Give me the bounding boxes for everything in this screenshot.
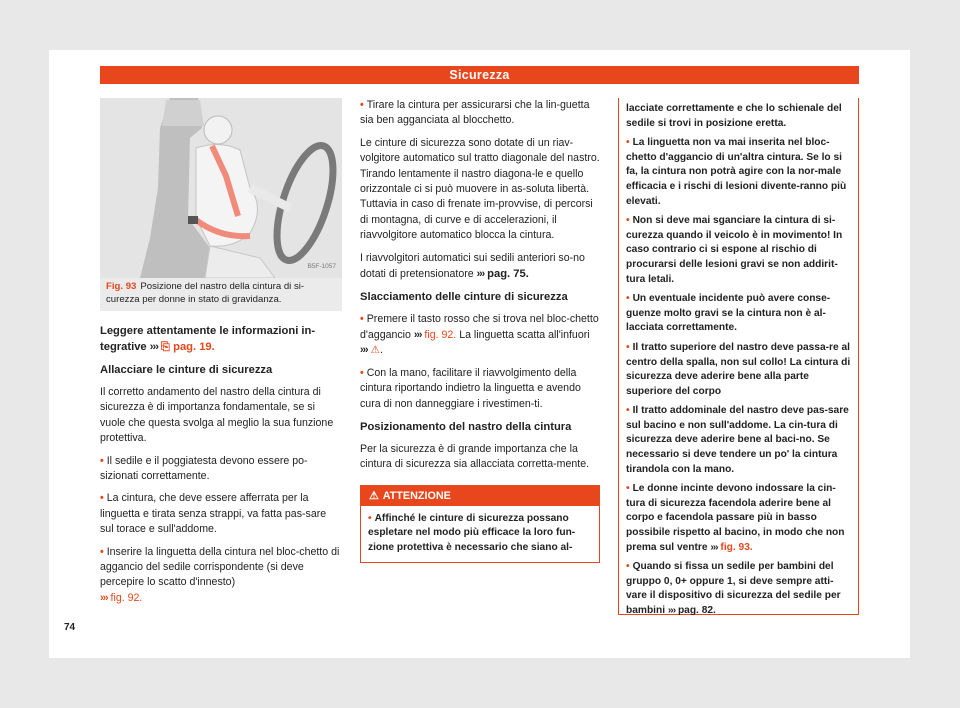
- fig-93-link[interactable]: fig. 93.: [720, 541, 753, 553]
- page-number: 74: [64, 622, 76, 633]
- book-icon: ⎘: [161, 341, 170, 353]
- page-82-link[interactable]: pag. 82.: [677, 605, 716, 616]
- list-item: • Quando si fissa un sedile per bambini del gruppo 0, 0+ oppure 1, si deve sempre atti-vare il dispositivo di sicurezza del sedile per bambini ››› pag. 82.: [626, 561, 841, 616]
- caption-label: Fig. 93: [106, 281, 137, 292]
- section-heading-release: Slacciamento delle cinture di sicurezza: [360, 291, 568, 304]
- bullet-icon: •: [626, 405, 630, 417]
- figure-93: [100, 98, 342, 278]
- warning-text: Affinché le cinture di sicurezza possano espletare nel modo più efficace la loro fun-zione protettiva è necessario che siano al-: [368, 512, 576, 553]
- list-item-text: Il tratto superiore del nastro deve passa-re al centro della spalla, non sul collo! La cintura di sicurezza deve aderire bene alla parte superiore del corpo: [626, 341, 851, 397]
- bullet-icon: •: [360, 313, 364, 326]
- bullet-icon: •: [626, 293, 630, 305]
- caption-text: Posizione del nastro della cintura di si-curezza per donne in stato di gravidanza.: [106, 281, 305, 305]
- intro-page-link[interactable]: pag. 19.: [173, 341, 215, 353]
- list-item: [626, 136, 852, 209]
- fig-92-link[interactable]: fig. 92.: [424, 328, 457, 341]
- list-item-text: Le donne incinte devono indossare la cin-tura di sicurezza facendola aderire bene al corpo e facendola passare più in basso possibile rispetto al bacino, in modo che non prema sul ventre: [626, 483, 845, 553]
- list-item-tail: La linguetta scatta all'infuori: [459, 328, 590, 341]
- bullet-icon: •: [368, 512, 372, 524]
- list-item: [626, 404, 852, 477]
- list-item-text: Il sedile e il poggiatesta devono essere po-sizionati correttamente.: [100, 454, 308, 483]
- bullet-icon: •: [360, 99, 364, 111]
- paragraph-belt-routing: Il corretto andamento del nastro della cintura di sicurezza è di importanza fondamentale, se si vuole che questa svolga al meglio la sua funzione protettiva.: [100, 386, 334, 445]
- pregnant-seatbelt-illustration: [100, 98, 342, 278]
- list-item: • Inserire la linguetta della cintura nel bloc-chetto di aggancio del sedile corrispondente (si deve percepire lo scatto d'innesto) ››› fig. 92.: [100, 545, 340, 604]
- section-heading-positioning: Posizionamento del nastro della cintura: [360, 420, 572, 433]
- figure-caption: [100, 278, 342, 311]
- column-1: [100, 98, 342, 613]
- list-item: [626, 341, 852, 399]
- paragraph-retractor: Le cinture di sicurezza sono dotate di un riav-volgitore automatico sul tratto diagonale del nastro. Tirando lentamente il nastro diagona-le e quello orizzontale ci si può muovere in as-soluta libertà. Tuttavia in caso di frenate im-provvise, di percorsi di montagna, di curve e di accelerazioni, il riavvolgitore automatico blocca la cintura.: [360, 136, 600, 242]
- figure-code: B5F-1057: [307, 262, 336, 270]
- section-header: Sicurezza: [100, 66, 859, 84]
- warning-body: [361, 506, 599, 562]
- warning-lead: lacciate correttamente e che lo schienale del sedile si trovi in posizione eretta.: [626, 103, 842, 129]
- list-item-text: La cintura, che deve essere afferrata per la linguetta e tirata senza strappi, va fatta pas-sare sul torace e sull'addome.: [100, 492, 327, 536]
- list-item: [626, 292, 852, 336]
- list-item: [360, 98, 600, 129]
- bullet-icon: •: [360, 366, 364, 379]
- list-item-text: La linguetta non va mai inserita nel bloc-chetto d'aggancio di un'altra cintura. Se lo si fa, la cintura non potrà agire con la nor-male efficacia e i rischi di lesioni divente-ranno più elevati.: [626, 137, 847, 207]
- list-item: • Le donne incinte devono indossare la cin-tura di sicurezza facendola aderire bene al corpo e facendola passare più in basso possibile rispetto al bacino, in modo che non prema sul ventre ››› fig. 93.: [626, 483, 845, 553]
- section-heading-fasten: Allacciare le cinture di sicurezza: [100, 364, 273, 376]
- warning-header: [361, 486, 599, 506]
- list-item-text: Premere il tasto rosso che si trova nel bloc-chetto d'aggancio: [360, 313, 599, 341]
- list-item: [100, 454, 342, 485]
- intro-note: Leggere attentamente le informazioni in-tegrative ››› ⎘ pag. 19.: [100, 325, 316, 353]
- list-item-text: Un eventuale incidente può avere conse-guenze molto gravi se la cintura non è al-lacciata correttamente.: [626, 293, 831, 334]
- intro-text: Leggere attentamente le informazioni in-tegrative: [100, 325, 316, 353]
- pretensioner-text: I riavvolgitori automatici sui sedili anteriori so-no dotati di pretensionatore: [360, 251, 585, 281]
- list-item-text: Tirare la cintura per assicurarsi che la lin-guetta sia ben agganciata al blocchetto.: [360, 99, 590, 127]
- list-item-text: Il tratto addominale del nastro deve pas-sare sul bacino e non sull'addome. La cin-tura di sicurezza deve aderire bene al baci-no. Se necessario si deve tendere un po' la cintura tirandola con la mano.: [626, 405, 849, 475]
- warning-continuation-box: [618, 98, 859, 615]
- bullet-icon: •: [626, 483, 630, 495]
- paragraph-pretensioner: I riavvolgitori automatici sui sedili anteriori so-no dotati di pretensionatore ››› pag. 75.: [360, 251, 585, 281]
- column-3: [618, 98, 859, 615]
- bullet-icon: •: [100, 545, 104, 558]
- bullet-icon: •: [626, 215, 630, 227]
- page-75-link[interactable]: pag. 75.: [487, 268, 529, 281]
- list-item: [360, 366, 600, 412]
- warning-icon: ⚠: [369, 489, 379, 502]
- warning-triangle-icon[interactable]: ⚠: [370, 344, 381, 357]
- warning-title: ATTENZIONE: [382, 489, 451, 502]
- list-item: [626, 214, 852, 287]
- list-item: [100, 491, 342, 537]
- paragraph-importance: Per la sicurezza è di grande importanza che la cintura di sicurezza sia allacciata corretta-mente.: [360, 442, 590, 471]
- list-item-text: Inserire la linguetta della cintura nel bloc-chetto di aggancio del sedile corrispondente (si deve percepire lo scatto d'innesto): [100, 545, 340, 589]
- list-item: • Premere il tasto rosso che si trova nel bloc-chetto d'aggancio ››› fig. 92. La linguetta scatta all'infuori ››› ⚠.: [360, 313, 599, 357]
- bullet-icon: •: [626, 341, 630, 353]
- bullet-icon: •: [100, 454, 104, 467]
- list-item-text: Non si deve mai sganciare la cintura di si-curezza quando il veicolo è in movimento! In caso contrario ci si espone al rischio di procurarsi delle lesioni gravi se non addirit-tura letali.: [626, 215, 843, 285]
- fig-92-link[interactable]: fig. 92.: [110, 591, 143, 604]
- bullet-icon: •: [100, 492, 104, 505]
- bullet-icon: •: [626, 137, 630, 149]
- list-item-text: Quando si fissa un sedile per bambini del gruppo 0, 0+ oppure 1, si deve sempre atti-vare il dispositivo di sicurezza del sedile per bambini: [626, 561, 841, 616]
- list-item-text: Con la mano, facilitare il riavvolgimento della cintura riportando indietro la linguetta e avendo cura di non danneggiare i rivestimen-ti.: [360, 366, 581, 410]
- warning-box: [360, 485, 600, 563]
- bullet-icon: •: [626, 561, 630, 573]
- column-2: [360, 98, 600, 563]
